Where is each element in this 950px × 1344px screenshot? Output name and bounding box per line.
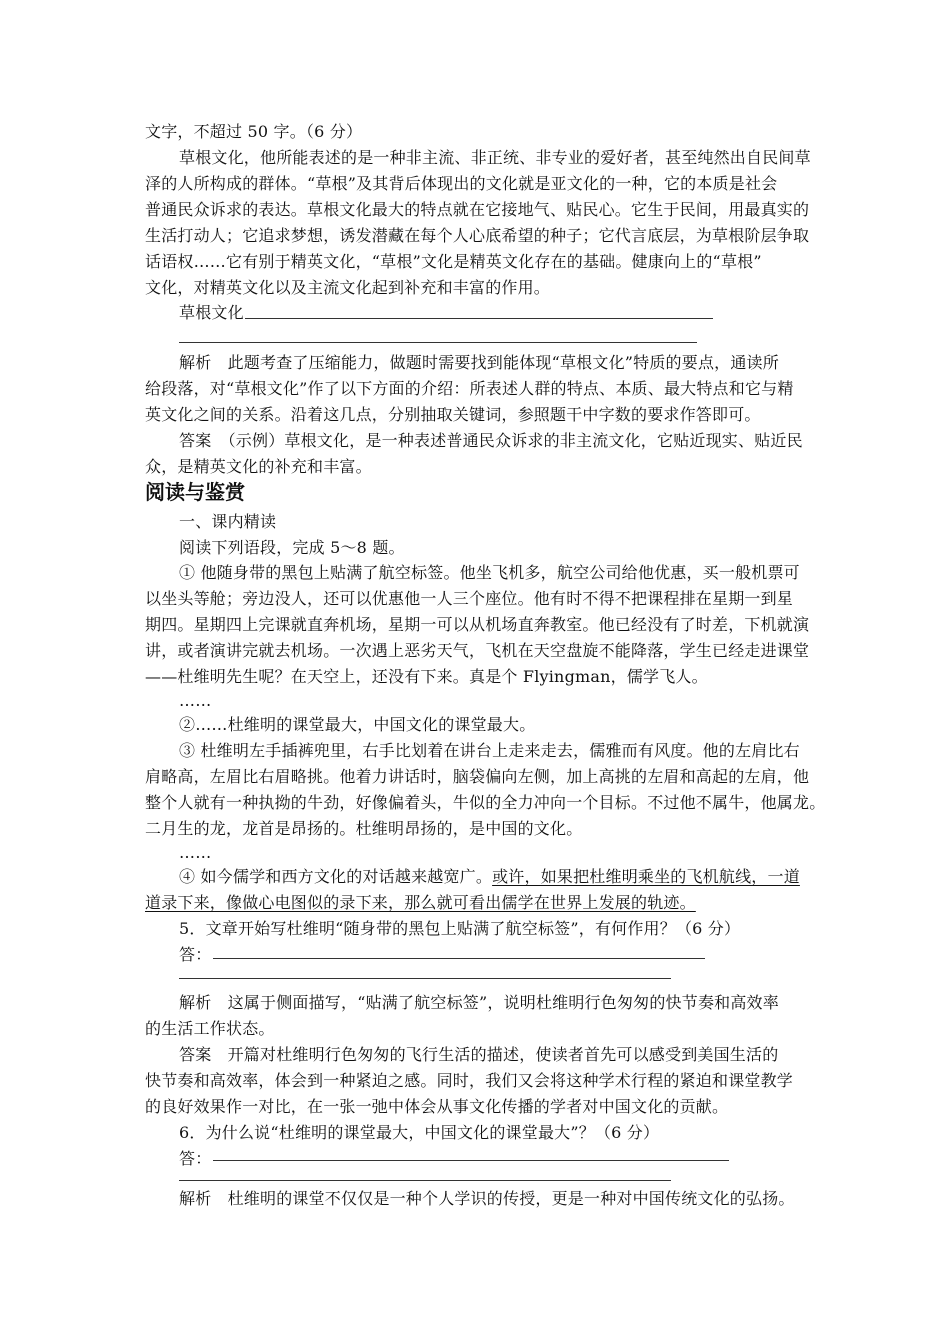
reading-instruction: 阅读下列语段，完成 5～8 题。 [179,538,405,557]
reading-line: 肩略高，左眉比右眉略挑。他着力讲话时，脑袋偏向左侧，加上高挑的左眉和高起的左肩，他 [145,767,810,786]
underlined-text: 道录下来，像做心电图似的录下来，那么就可看出儒学在世界上发展的轨迹。 [145,893,696,912]
analysis-line: 解析 此题考查了压缩能力，做题时需要找到能体现“草根文化”特质的要点，通读所 [179,353,779,372]
reading-line: 以坐头等舱；旁边没人，还可以优惠他一人三个座位。他有时不得不把课程排在星期一到星 [145,589,794,608]
reading-line: ① 他随身带的黑包上贴满了航空标签。他坐飞机多，航空公司给他优惠，买一般机票可 [179,563,800,582]
analysis-line: 英文化之间的关系。沿着这几点，分别抽取关键词，参照题干中字数的要求作答即可。 [145,405,761,424]
passage-line: 生活打动人；它追求梦想，诱发潜藏在每个人心底希望的种子；它代言底层，为草根阶层争取 [145,226,810,245]
answer-line: 答案 开篇对杜维明行色匆匆的飞行生活的描述，使读者首先可以感受到美国生活的 [179,1045,779,1064]
reading-line: ③ 杜维明左手插裤兜里，右手比划着在讲台上走来走去，儒雅而有风度。他的左肩比右 [179,741,800,760]
answer-blank-line[interactable] [213,1160,729,1161]
reading-line: ②……杜维明的课堂最大，中国文化的课堂最大。 [179,715,536,734]
answer-line: 快节奏和高效率，体会到一种紧迫之感。同时，我们又会将这种学术行程的紧迫和课堂教学 [145,1071,794,1090]
reading-line: 整个人就有一种执拗的牛劲，好像偏着头，牛似的全力冲向一个目标。不过他不属牛，他属龙。 [145,793,826,812]
answer-blank-line[interactable] [213,958,705,959]
answer-blank-line[interactable] [179,1180,671,1181]
answer-blank-line[interactable] [245,318,713,319]
passage-line: 普通民众诉求的表达。草根文化最大的特点就在它接地气、贴民心。它生于民间，用最真实的 [145,200,810,219]
analysis-line: 给段落，对“草根文化”作了以下方面的介绍：所表述人群的特点、本质、最大特点和它与精 [145,379,794,398]
answer-line: 众，是精英文化的补充和丰富。 [145,457,372,476]
passage-line: 草根文化，他所能表述的是一种非主流、非正统、非专业的爱好者，甚至纯然出自民间草 [179,148,811,167]
question-6: 6．为什么说“杜维明的课堂最大，中国文化的课堂最大”？（6 分） [179,1123,660,1142]
reading-line [179,864,800,890]
reading-line: 二月生的龙，龙首是昂扬的。杜维明昂扬的，是中国的文化。 [145,819,583,838]
section-subtitle: 一、课内精读 [179,512,277,531]
reading-line: ——杜维明先生呢？在天空上，还没有下来。真是个 Flyingman，儒学飞人。 [145,667,708,686]
section-title: 阅读与鉴赏 [145,480,245,504]
answer-label: 答： [179,945,212,964]
passage-line: 文化，对精英文化以及主流文化起到补充和丰富的作用。 [145,278,551,297]
answer-blank-line[interactable] [179,342,697,343]
answer-line: 答案 （示例）草根文化，是一种表述普通民众诉求的非主流文化，它贴近现实、贴近民 [179,431,803,450]
reading-line: 讲，或者演讲完就去机场。一次遇上恶劣天气，飞机在天空盘旋不能降落，学生已经走进课堂 [145,641,810,660]
analysis-line: 解析 杜维明的课堂不仅仅是一种个人学识的传授，更是一种对中国传统文化的弘扬。 [179,1189,795,1208]
answer-label: 答： [179,1149,212,1168]
passage-line: 话语权……它有别于精英文化，“草根”文化是精英文化存在的基础。健康向上的“草根” [145,252,762,271]
analysis-line: 解析 这属于侧面描写，“贴满了航空标签”，说明杜维明行色匆匆的快节奏和高效率 [179,993,779,1012]
question-tail: 文字，不超过 50 字。（6 分） [145,122,363,141]
answer-line: 的良好效果作一对比，在一张一弛中体会从事文化传播的学者对中国文化的贡献。 [145,1097,729,1116]
ellipsis: …… [179,843,212,862]
reading-text: ④ 如今儒学和西方文化的对话越来越宽广。 [179,867,493,886]
answer-blank-line[interactable] [179,978,671,979]
ellipsis: …… [179,691,212,710]
reading-line: 期四。星期四上完课就直奔机场，星期一可以从机场直奔教室。他已经没有了时差，下机就演 [145,615,810,634]
answer-prefix: 草根文化 [179,303,244,322]
analysis-line: 的生活工作状态。 [145,1019,275,1038]
question-5: 5．文章开始写杜维明“随身带的黑包上贴满了航空标签”，有何作用？（6 分） [179,919,741,938]
underlined-text: 或许，如果把杜维明乘坐的飞机航线，一道 [492,867,800,886]
passage-line: 泽的人所构成的群体。“草根”及其背后体现出的文化就是亚文化的一种，它的本质是社会 [145,174,778,193]
